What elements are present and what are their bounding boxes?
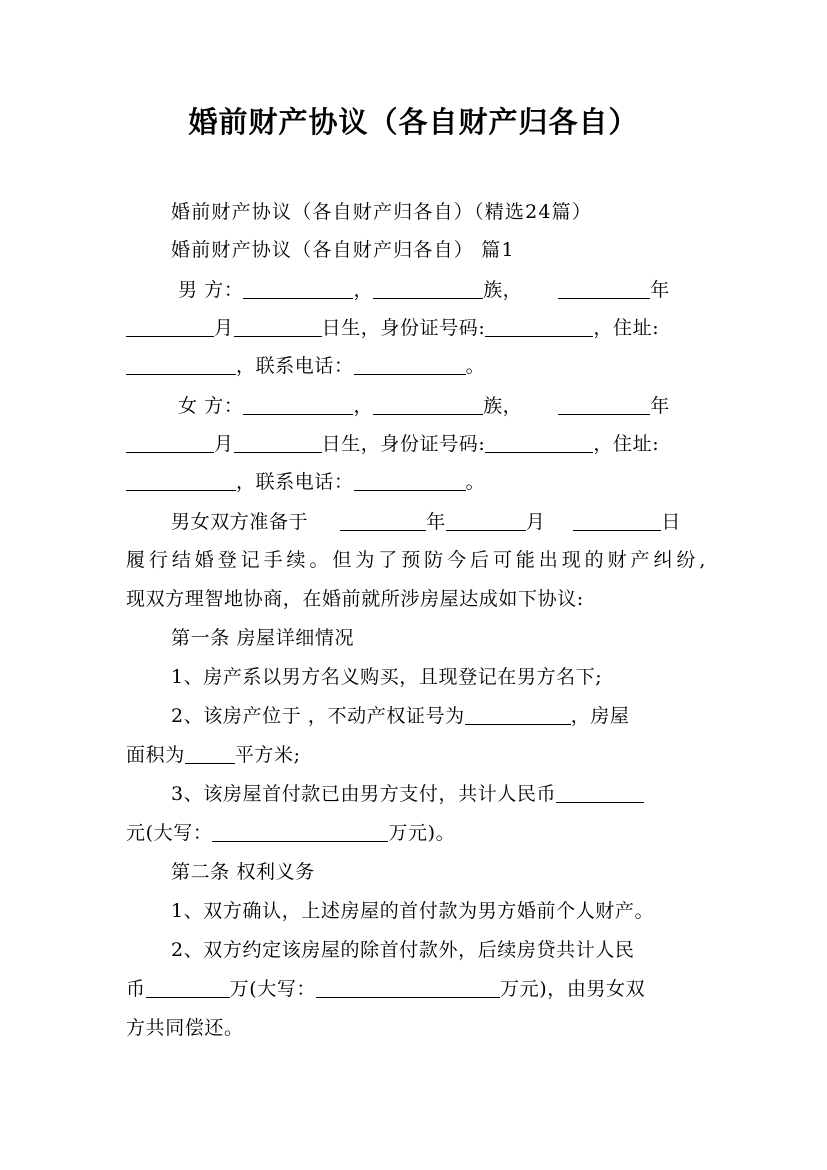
subtitle-collection: 婚前财产协议（各自财产归各自）（精选24篇） (171, 201, 593, 223)
blank-male-address (126, 354, 236, 375)
blank-male-birth-year (558, 278, 650, 299)
article2-item2-line3: 方共同偿还。 (126, 1017, 244, 1039)
blank-down-payment (556, 782, 644, 803)
female-comma: ， (353, 395, 374, 417)
male-label: 男 方： (178, 279, 244, 301)
male-ethnicity-label: 族， (483, 279, 523, 301)
article1-item3-end: 万元)。 (388, 822, 456, 844)
female-ethnicity-label: 族， (483, 395, 523, 417)
male-line-2 (126, 314, 706, 342)
article2-wan-label: 万(大写： (229, 978, 317, 1000)
article2-item2-line2 (126, 975, 706, 1003)
article2-item2-end: 万元)，由男女双 (500, 978, 646, 1000)
male-address-label: ，住址: (593, 317, 660, 339)
article1-item2-house: ，房屋 (570, 705, 630, 727)
article2-item2-line1: 2、双方约定该房屋的除首付款外，后续房贷共计人民 (171, 939, 635, 961)
intro-day-label: 日 (661, 511, 682, 533)
blank-marriage-day (573, 510, 661, 531)
article2-item1: 1、双方确认，上述房屋的首付款为男方婚前个人财产。 (171, 900, 655, 922)
blank-marriage-month (446, 510, 526, 531)
subtitle-chapter: 婚前财产协议（各自财产归各自） 篇1 (171, 239, 515, 261)
blank-marriage-year (340, 510, 426, 531)
female-line-2 (126, 430, 706, 458)
article1-item3-yuan: 元(大写： (126, 822, 213, 844)
article1-item2-line1 (171, 702, 706, 730)
article2-heading: 第二条 权利义务 (171, 861, 315, 883)
male-line-1 (126, 276, 706, 304)
blank-female-id-number (485, 432, 593, 453)
blank-male-birth-day (234, 316, 322, 337)
female-id-label: 日生，身份证号码: (321, 433, 486, 455)
document-title: 婚前财产协议（各自财产归各自） (188, 105, 639, 139)
blank-female-phone (354, 470, 466, 491)
article1-item3-line1 (171, 780, 706, 808)
blank-female-birth-month (126, 432, 214, 453)
blank-female-ethnicity (373, 394, 483, 415)
article2-currency-label: 币 (126, 978, 146, 1000)
article1-item3-line2 (126, 819, 706, 847)
female-line-3 (126, 468, 706, 496)
intro-line-1 (126, 508, 706, 536)
article1-item2-text: 2、该房产位于 ，不动产权证号为 (171, 705, 465, 727)
male-line-3 (126, 352, 706, 380)
female-phone-label: ，联系电话： (236, 471, 354, 493)
blank-male-birth-month (126, 316, 214, 337)
intro-year-label: 年 (426, 511, 446, 533)
article1-heading: 第一条 房屋详细情况 (171, 627, 355, 649)
article1-item1: 1、房产系以男方名义购买，且现登记在男方名下; (171, 666, 603, 688)
blank-female-birth-year (558, 394, 650, 415)
female-month-label: 月 (214, 433, 234, 455)
blank-loan-amount (146, 977, 230, 998)
article1-item2-line2 (126, 741, 706, 769)
blank-down-payment-words (212, 821, 388, 842)
blank-male-name (243, 278, 353, 299)
blank-male-id-number (485, 316, 593, 337)
blank-loan-amount-words (316, 977, 500, 998)
blank-female-address (126, 470, 236, 491)
intro-month-label: 月 (525, 511, 546, 533)
intro-line-3: 现双方理智地协商，在婚前就所涉房屋达成如下协议: (126, 588, 584, 610)
male-month-label: 月 (214, 317, 234, 339)
male-phone-label: ，联系电话： (236, 355, 354, 377)
female-label: 女 方： (178, 395, 244, 417)
intro-line-2: 履行结婚登记手续。但为了预防今后可能出现的财产纠纷, (126, 549, 706, 571)
blank-area (185, 743, 235, 764)
article1-area-unit: 平方米; (234, 744, 301, 766)
male-year-label: 年 (650, 279, 670, 301)
article1-area-label: 面积为 (126, 744, 185, 766)
female-end: 。 (465, 471, 486, 493)
male-id-label: 日生，身份证号码: (321, 317, 486, 339)
blank-male-phone (354, 354, 466, 375)
female-year-label: 年 (650, 395, 670, 417)
intro-prefix: 男女双方准备于 (171, 511, 309, 533)
blank-female-birth-day (234, 432, 322, 453)
blank-male-ethnicity (373, 278, 483, 299)
male-comma: ， (353, 279, 374, 301)
female-address-label: ，住址: (593, 433, 660, 455)
blank-property-cert-number (465, 704, 571, 725)
blank-female-name (243, 394, 353, 415)
article1-item3-text: 3、该房屋首付款已由男方支付，共计人民币 (171, 783, 557, 805)
female-line-1 (126, 392, 706, 420)
male-end: 。 (465, 355, 486, 377)
